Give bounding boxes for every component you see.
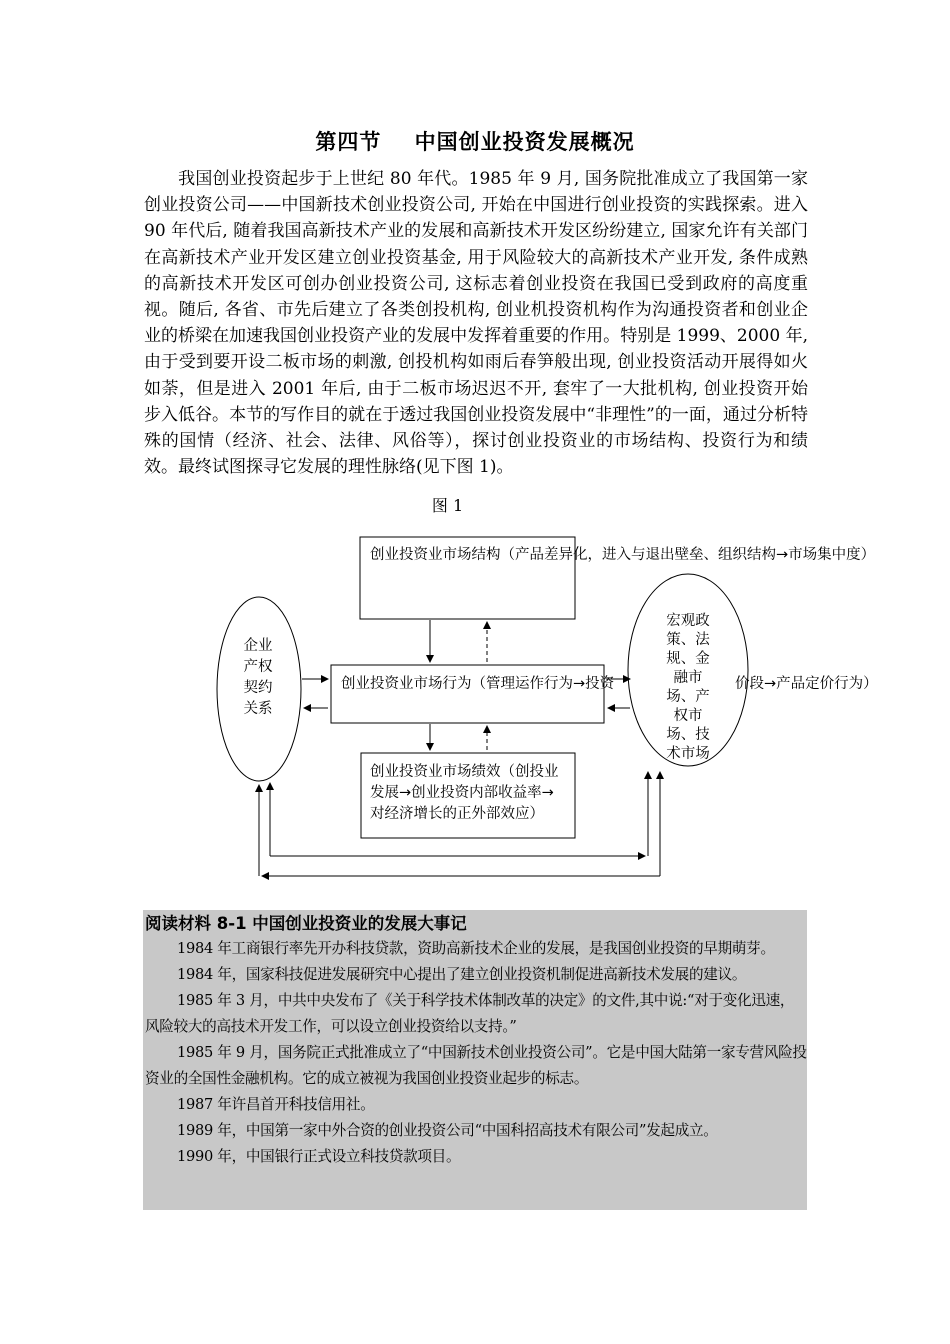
conduct-box-text-tail: 价段→产品定价行为）	[735, 676, 878, 692]
performance-box-text: 创业投资业市场绩效（创投业发展→创业投资内部收益率→对经济增长的正外部效应）	[370, 764, 559, 822]
reading-item: 1984 年工商银行率先开办科技贷款，资助高新技术企业的发展，是我国创业投资的早期萌芽。	[177, 940, 775, 957]
reading-item: 1987 年许昌首开科技信用社。	[177, 1096, 375, 1113]
reading-item: 1984 年，国家科技促进发展研究中心提出了建立创业投资机制促进高新技术发展的建议。	[177, 966, 747, 983]
right-ellipse-text: 宏观政策、法规、金融市场、产权市场、技术市场	[666, 613, 710, 762]
reading-item: 1990 年，中国银行正式设立科技贷款项目。	[177, 1148, 461, 1165]
figure-label: 图 1	[431, 496, 464, 515]
section-title: 第四节 中国创业投资发展概况	[315, 130, 635, 154]
structure-box-text: 创业投资业市场结构（产品差异化，进入与退出壁垒、组织结构→市场集中度）	[370, 547, 876, 563]
conduct-box-text: 创业投资业市场行为（管理运作行为→投资	[341, 676, 615, 692]
left-ellipse-text: 企业产权契约关系	[243, 638, 273, 717]
reading-item: 1985 年 3 月，中共中央发布了《关于科学技术体制改革的决定》的文件,其中说:“对于变化迅速，风险较大的高技术开发工作，可以设立创业投资给以支持。”	[145, 992, 795, 1035]
reading-title: 阅读材料 8-1 中国创业投资业的发展大事记	[145, 914, 467, 933]
intro-text: 我国创业投资起步于上世纪 80 年代。1985 年 9 月, 国务院批准成立了我国第一家创业投资公司——中国新技术创业投资公司, 开始在中国进行创业投资的实践探索。进入 90 年代后, 随着我国高新技术产业的发展和高新技术开发区纷纷建立, 国家允许有关部门在高新技术产业开发区建立创业投资基金, 用于风险较大的高新技术产业开发, 条件成熟的高新技术开发区可创办创业投资公司, 这标志着创业投资在我国已受到政府的高度重视。随后, 各省、市先后建立了各类创投机构, 创业机投资机构作为沟通投资者和创业企业的桥梁在加速我国创业投资产业的发展中发挥着重要的作用。特别是 1999、2000 年, 由于受到要开设二板市场的刺激, 创投机构如雨后春笋般出现, 创业投资活动开展得如火如荼，但是进入 2001 年后, 由于二板市场迟迟不开, 套牢了一大批机构, 创业投资开始步入低谷。本节的写作目的就在于透过我国创业投资发展中“非理性”的一面，通过分析特殊的国情（经济、社会、法律、风俗等），探讨创业投资业的市场结构、投资行为和绩效。最终试图探寻它发展的理性脉络(见下图 1)。	[144, 169, 808, 478]
reading-item: 1985 年 9 月，国务院正式批准成立了“中国新技术创业投资公司”。它是中国大陆第一家专营风险投资业的全国性金融机构。它的成立被视为我国创业投资业起步的标志。	[145, 1044, 807, 1087]
reading-item: 1989 年，中国第一家中外合资的创业投资公司“中国科招高技术有限公司”发起成立。	[177, 1122, 718, 1139]
reading-material	[143, 910, 807, 1210]
